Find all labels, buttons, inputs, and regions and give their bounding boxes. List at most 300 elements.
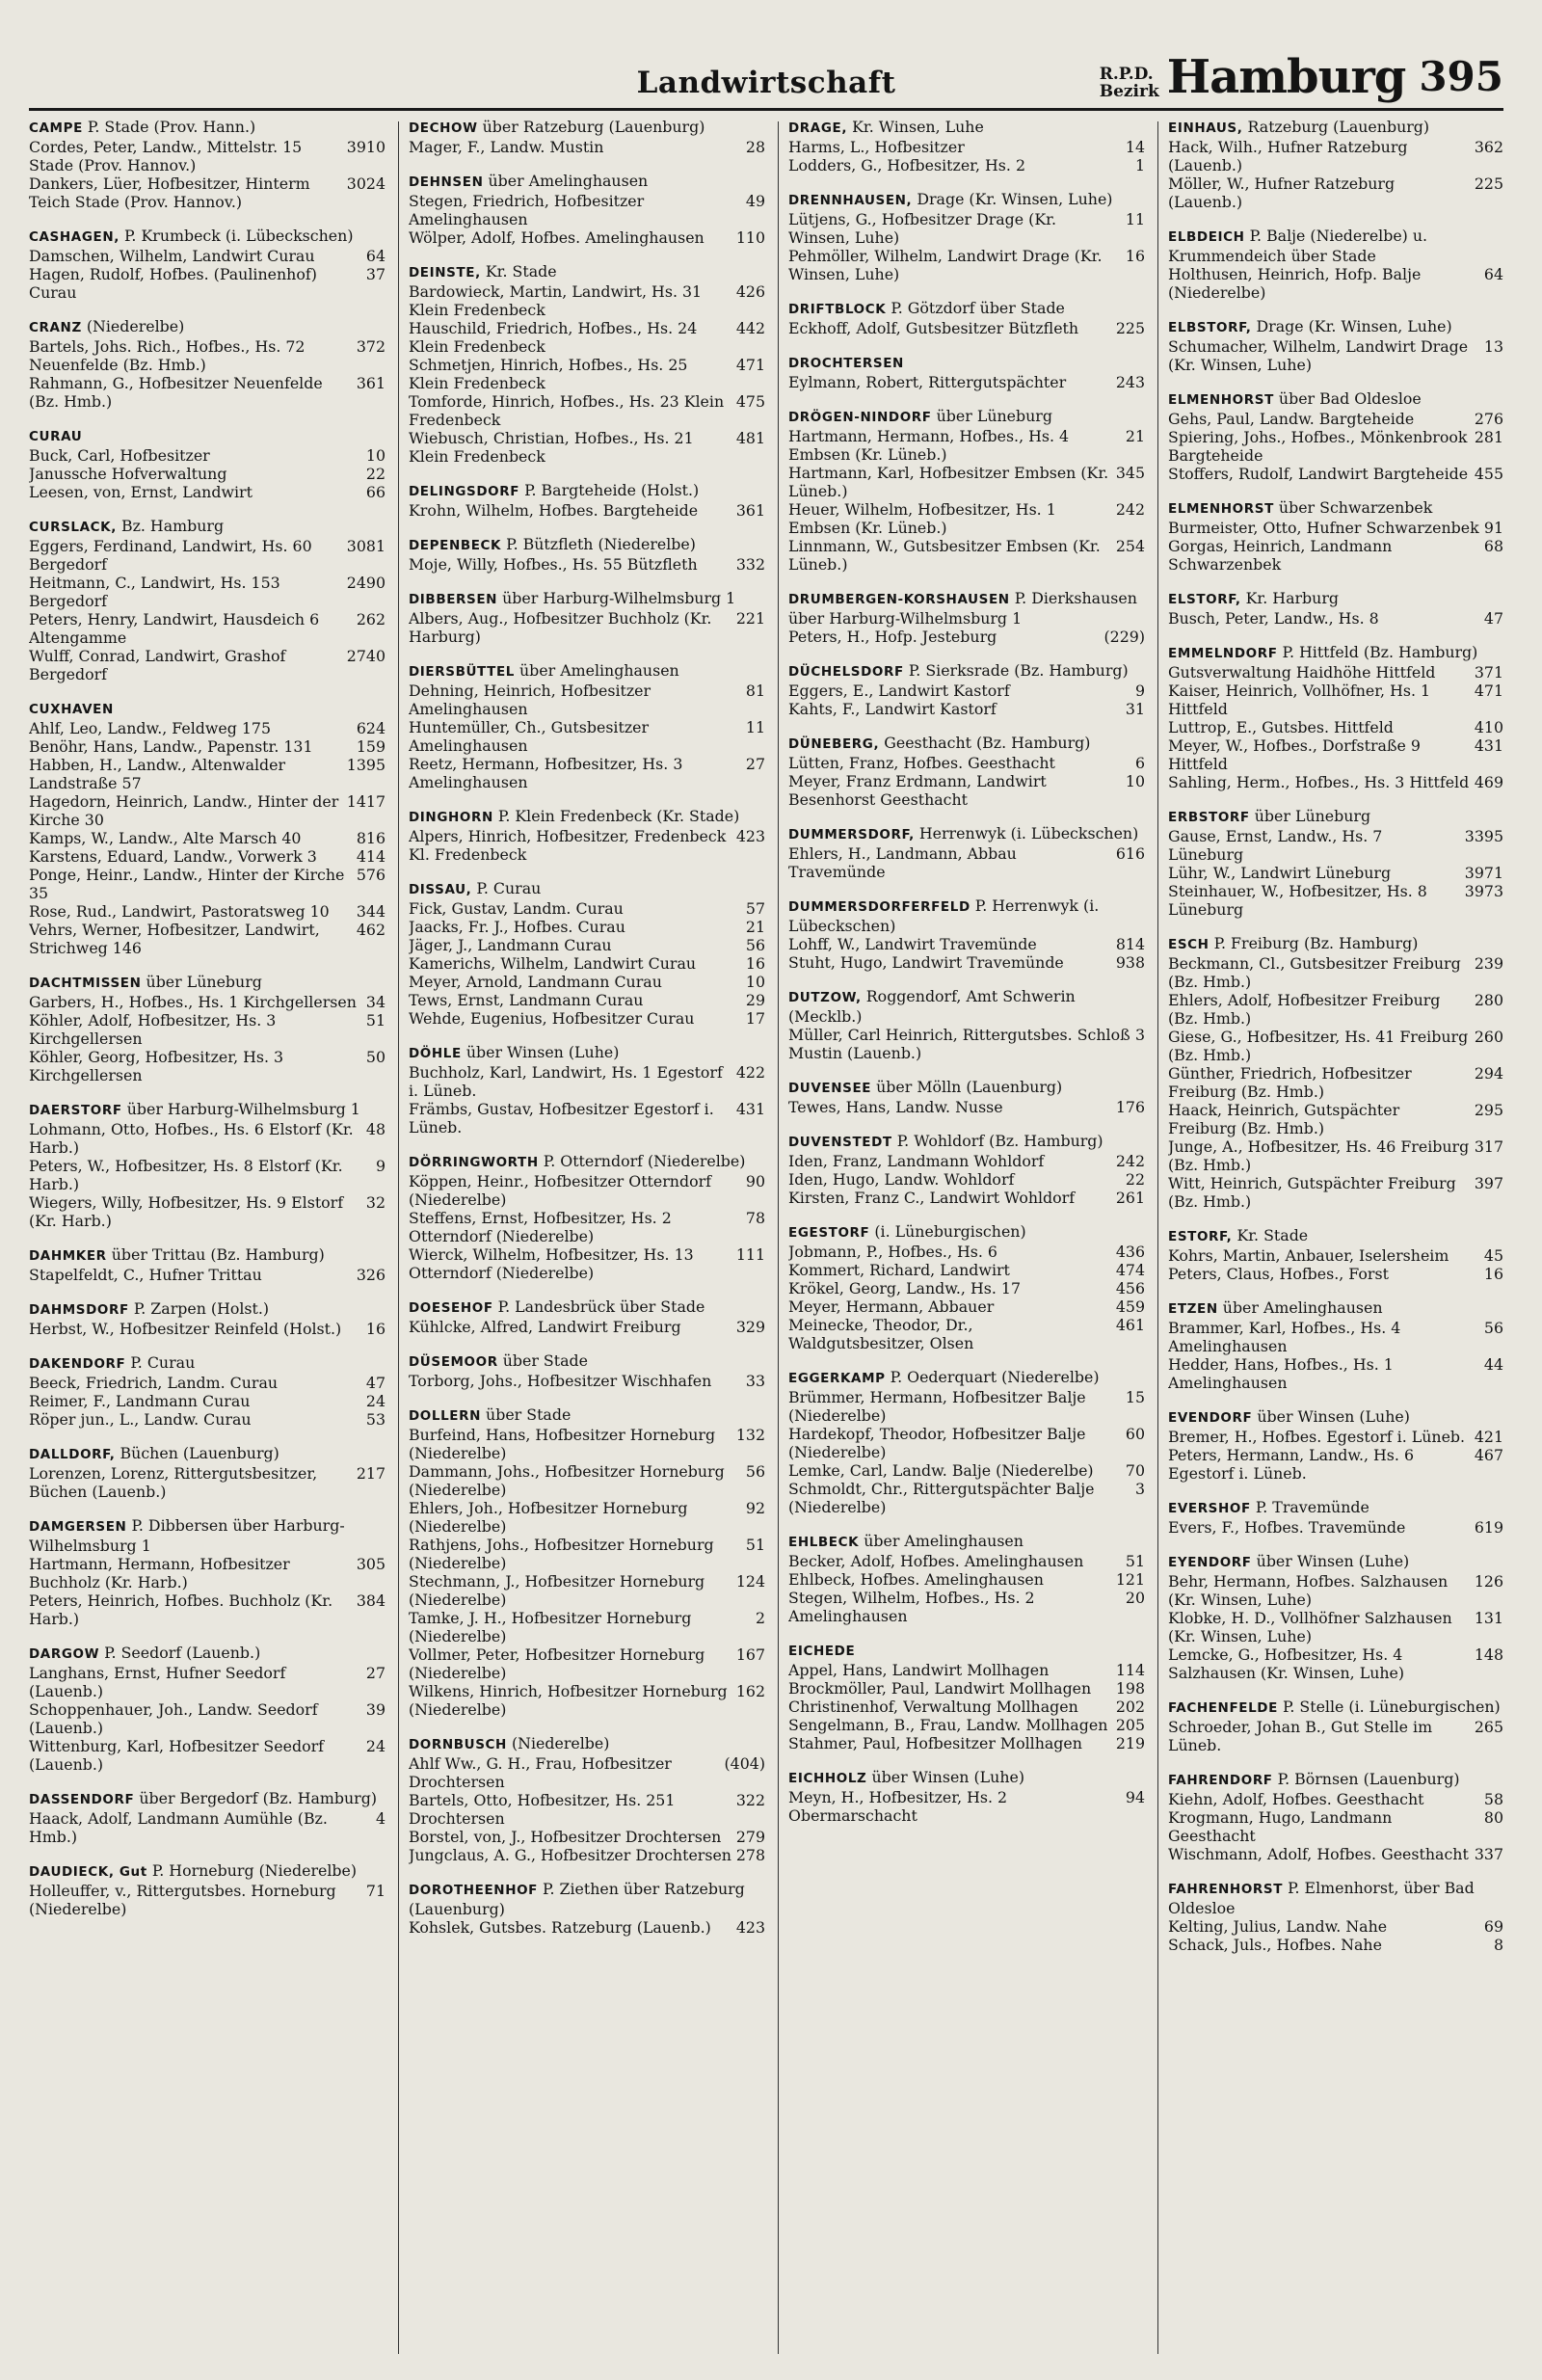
- list-item: [29, 756, 386, 792]
- phone-number: 481: [735, 429, 765, 447]
- phone-number: 176: [1115, 1098, 1145, 1116]
- entry-text: Wiebusch, Christian, Hofbes., Hs. 21 Klein Fredenbeck: [409, 429, 694, 466]
- entry-text: Damschen, Wilhelm, Landwirt Curau: [29, 247, 315, 265]
- list-item: [1168, 682, 1503, 718]
- list-item: [409, 682, 765, 718]
- locality-postal-info: Ratzeburg (Lauenburg): [1242, 118, 1430, 136]
- locality-block: [409, 1880, 765, 1937]
- locality-heading: [409, 807, 765, 827]
- locality-block: [409, 1043, 765, 1137]
- entry-text: Stegen, Wilhelm, Hofbes., Hs. 2 Amelinghausen: [788, 1589, 1035, 1625]
- locality-heading: [788, 1641, 1145, 1661]
- entry-text: Stechmann, J., Hofbesitzer Horneburg (Niederelbe): [409, 1572, 705, 1609]
- locality-name: DAMGERSEN: [29, 1519, 127, 1535]
- locality-postal-info: Drage (Kr. Winsen, Luhe): [1251, 317, 1452, 335]
- list-item: [29, 921, 386, 957]
- entry-text: Lodders, G., Hofbesitzer, Hs. 2: [788, 156, 1026, 174]
- list-item: [788, 427, 1145, 464]
- locality-postal-info: Bz. Hamburg: [116, 517, 225, 535]
- phone-number: 32: [365, 1193, 386, 1212]
- phone-number: 616: [1115, 844, 1145, 863]
- list-item: [1168, 265, 1503, 302]
- phone-number: 78: [745, 1209, 765, 1227]
- entry-text: Lohmann, Otto, Hofbes., Hs. 6 Elstorf (Kr. Harb.): [29, 1120, 354, 1157]
- locality-block: [1168, 317, 1503, 374]
- locality-block: [1168, 389, 1503, 483]
- list-item: [29, 719, 386, 737]
- list-item: [29, 138, 386, 174]
- locality-name: EICHEDE: [788, 1644, 856, 1659]
- list-item: [1168, 1028, 1503, 1064]
- locality-name: DROCHTERSEN: [788, 356, 904, 371]
- entry-text: Eggers, E., Landwirt Kastorf: [788, 682, 1010, 700]
- locality-postal-info: P. Otterndorf (Niederelbe): [538, 1152, 746, 1170]
- entry-text: Kahts, F., Landwirt Kastorf: [788, 700, 997, 718]
- entry-text: Krökel, Georg, Landw., Hs. 17: [788, 1279, 1021, 1297]
- locality-postal-info: P. Zarpen (Holst.): [128, 1299, 270, 1318]
- entry-text: Hartmann, Hermann, Hofbes., Hs. 4 Embsen (Kr. Lüneb.): [788, 427, 1070, 464]
- entry-text: Lühr, W., Landwirt Lüneburg: [1168, 864, 1392, 882]
- locality-postal-info: P. Balje (Niederelbe) u. Krummendeich über Stade: [1168, 227, 1428, 265]
- locality-block: [409, 1152, 765, 1282]
- list-item: [409, 1063, 765, 1100]
- locality-block: [1168, 1770, 1503, 1863]
- phone-number: 20: [1125, 1589, 1145, 1607]
- locality-heading: [1168, 1407, 1503, 1428]
- list-item: [788, 682, 1145, 700]
- locality-heading: [1168, 118, 1503, 138]
- phone-number: 11: [1125, 210, 1145, 228]
- entry-text: Ehlers, H., Landmann, Abbau Travemünde: [788, 844, 1017, 881]
- entry-text: Evers, F., Hofbes. Travemünde: [1168, 1518, 1406, 1537]
- list-item: [409, 1245, 765, 1282]
- locality-heading: [409, 1405, 765, 1426]
- list-item: [29, 446, 386, 465]
- list-item: [1168, 519, 1503, 537]
- list-item: [409, 755, 765, 791]
- list-item: [1168, 174, 1503, 211]
- phone-number: 423: [735, 1918, 765, 1937]
- phone-number: 278: [735, 1846, 765, 1864]
- phone-number: 295: [1474, 1101, 1503, 1119]
- list-item: [409, 609, 765, 646]
- locality-postal-info: P. Elmenhorst, über Bad Oldesloe: [1168, 1879, 1475, 1917]
- phone-number: 467: [1474, 1446, 1503, 1464]
- entry-text: Dehning, Heinrich, Hofbesitzer Amelinghausen: [409, 682, 651, 718]
- locality-name: DRUMBERGEN-KORSHAUSEN: [788, 592, 1010, 607]
- locality-name: DIBBERSEN: [409, 592, 498, 607]
- list-item: [29, 1120, 386, 1157]
- locality-postal-info: über Winsen (Luhe): [1251, 1552, 1410, 1570]
- entry-text: Karstens, Eduard, Landw., Vorwerk 3: [29, 847, 317, 866]
- list-item: [1168, 882, 1503, 919]
- locality-block: [409, 535, 765, 574]
- locality-block: [29, 1245, 386, 1284]
- entry-text: Meyer, Franz Erdmann, Landwirt Besenhorst Geesthacht: [788, 772, 1047, 809]
- list-item: [788, 1461, 1145, 1480]
- entry-text: Stegen, Friedrich, Hofbesitzer Amelinghausen: [409, 192, 645, 228]
- list-item: [788, 319, 1145, 337]
- entry-text: Torborg, Johs., Hofbesitzer Wischhafen: [409, 1372, 712, 1390]
- locality-heading: [29, 1861, 386, 1882]
- entry-text: Peters, Henry, Landwirt, Hausdeich 6 Altengamme: [29, 610, 320, 647]
- entry-text: Albers, Aug., Hofbesitzer Buchholz (Kr. Harburg): [409, 609, 712, 646]
- list-item: [788, 1170, 1145, 1189]
- phone-number: 37: [365, 265, 386, 283]
- locality-name: DEPENBECK: [409, 538, 502, 553]
- entry-text: Jobmann, P., Hofbes., Hs. 6: [788, 1243, 997, 1261]
- phone-number: 71: [365, 1882, 386, 1900]
- phone-number: 938: [1115, 953, 1145, 972]
- list-item: [409, 392, 765, 429]
- locality-heading: [409, 1152, 765, 1172]
- locality-name: ESCH: [1168, 937, 1210, 952]
- list-item: [29, 1555, 386, 1591]
- entry-text: Gutsverwaltung Haidhöhe Hittfeld: [1168, 663, 1436, 682]
- phone-number: 60: [1125, 1425, 1145, 1443]
- phone-number: 14: [1125, 138, 1145, 156]
- entry-text: Köhler, Adolf, Hofbesitzer, Hs. 3 Kirchgellersen: [29, 1011, 277, 1048]
- phone-number: 442: [735, 319, 765, 337]
- entry-text: Tews, Ernst, Landmann Curau: [409, 991, 644, 1009]
- phone-number: 27: [365, 1664, 386, 1682]
- list-item: [29, 1392, 386, 1410]
- entry-text: Fick, Gustav, Landm. Curau: [409, 899, 624, 918]
- phone-number: 57: [745, 899, 765, 918]
- locality-postal-info: über Lüneburg: [1249, 807, 1371, 825]
- locality-heading: [29, 118, 386, 138]
- list-item: [409, 1172, 765, 1209]
- phone-number: 225: [1474, 174, 1503, 193]
- list-item: [1168, 465, 1503, 483]
- locality-block: [409, 1297, 765, 1336]
- locality-block: [1168, 1698, 1503, 1754]
- phone-number: 421: [1474, 1428, 1503, 1446]
- list-item: [409, 228, 765, 247]
- locality-name: EINHAUS,: [1168, 120, 1243, 136]
- locality-postal-info: P. Curau: [125, 1353, 196, 1372]
- list-item: [409, 1318, 765, 1336]
- list-item: [29, 647, 386, 683]
- phone-number: 619: [1474, 1518, 1503, 1537]
- phone-number: 219: [1115, 1734, 1145, 1752]
- locality-postal-info: über Winsen (Luhe): [1252, 1407, 1410, 1426]
- phone-number: 225: [1115, 319, 1145, 337]
- entry-text: Meinecke, Theodor, Dr., Waldgutsbesitzer, Olsen: [788, 1316, 974, 1352]
- list-item: [29, 1737, 386, 1774]
- locality-postal-info: Herrenwyk (i. Lübeckschen): [914, 824, 1139, 842]
- list-item: [1168, 1808, 1503, 1845]
- locality-heading: [409, 1351, 765, 1372]
- entry-text: Tewes, Hans, Landw. Nusse: [788, 1098, 1003, 1116]
- phone-number: 16: [1483, 1265, 1503, 1283]
- entry-text: Ehlers, Joh., Hofbesitzer Horneburg (Niederelbe): [409, 1499, 688, 1536]
- phone-number: 94: [1125, 1788, 1145, 1806]
- locality-heading: [1168, 934, 1503, 954]
- locality-postal-info: über Bergedorf (Bz. Hamburg): [134, 1789, 377, 1807]
- locality-block: [788, 190, 1145, 283]
- locality-name: DAUDIECK, Gut: [29, 1864, 147, 1880]
- entry-text: Peters, H., Hofp. Jesteburg: [788, 628, 997, 646]
- locality-heading: [29, 426, 386, 446]
- list-item: [29, 465, 386, 483]
- entry-text: Lemke, Carl, Landw. Balje (Niederelbe): [788, 1461, 1094, 1480]
- phone-number: (229): [1103, 628, 1145, 646]
- phone-number: 159: [356, 737, 386, 756]
- column-divider: [398, 121, 399, 2354]
- list-item: [29, 1048, 386, 1084]
- locality-name: DÖRRINGWORTH: [409, 1155, 539, 1170]
- phone-number: 397: [1474, 1174, 1503, 1192]
- locality-name: DALLDORF,: [29, 1447, 116, 1462]
- entry-text: Främbs, Gustav, Hofbesitzer Egestorf i. Lüneb.: [409, 1100, 714, 1137]
- phone-number: 44: [1483, 1355, 1503, 1374]
- locality-block: [29, 1444, 386, 1501]
- locality-block: [788, 987, 1145, 1062]
- entry-text: Eckhoff, Adolf, Gutsbesitzer Bützfleth: [788, 319, 1079, 337]
- entry-text: Röper jun., L., Landw. Curau: [29, 1410, 252, 1429]
- entry-text: Peters, Claus, Hofbes., Forst: [1168, 1265, 1389, 1283]
- list-item: [788, 1261, 1145, 1279]
- entry-text: Jäger, J., Landmann Curau: [409, 936, 612, 954]
- list-item: [409, 138, 765, 156]
- list-item: [409, 1009, 765, 1028]
- list-item: [788, 700, 1145, 718]
- locality-name: DAHMSDORF: [29, 1302, 129, 1318]
- phone-number: 243: [1115, 373, 1145, 391]
- running-head: [1099, 50, 1503, 104]
- entry-text: Wehde, Eugenius, Hofbesitzer Curau: [409, 1009, 695, 1028]
- phone-number: 361: [735, 501, 765, 520]
- locality-postal-info: über Lüneburg: [931, 407, 1052, 425]
- phone-number: 816: [356, 829, 386, 847]
- phone-number: 80: [1483, 1808, 1503, 1827]
- list-item: [788, 772, 1145, 809]
- list-item: [29, 265, 386, 302]
- locality-postal-info: über Stade: [497, 1351, 588, 1370]
- locality-postal-info: über Bad Oldesloe: [1273, 389, 1422, 408]
- locality-name: FAHRENDORF: [1168, 1773, 1273, 1788]
- column-2: [409, 118, 765, 2354]
- list-item: [1168, 663, 1503, 682]
- section-title: Landwirtschaft: [636, 66, 896, 100]
- phone-number: 436: [1115, 1243, 1145, 1261]
- entry-text: Witt, Heinrich, Gutspächter Freiburg (Bz. Hmb.): [1168, 1174, 1456, 1211]
- locality-block: [1168, 934, 1503, 1211]
- phone-number: 3973: [1464, 882, 1503, 900]
- locality-block: [409, 807, 765, 864]
- phone-number: 3395: [1464, 827, 1503, 845]
- phone-number: 242: [1115, 1152, 1145, 1170]
- phone-number: 50: [365, 1048, 386, 1066]
- locality-heading: [409, 879, 765, 899]
- phone-number: 431: [735, 1100, 765, 1118]
- entry-text: Brammer, Karl, Hofbes., Hs. 4 Amelinghausen: [1168, 1319, 1401, 1355]
- locality-postal-info: P. Ziethen über Ratzeburg (Lauenburg): [409, 1880, 745, 1918]
- phone-number: 49: [745, 192, 765, 210]
- locality-name: DOROTHEENHOF: [409, 1883, 538, 1898]
- locality-name: DECHOW: [409, 120, 478, 136]
- entry-text: Kühlcke, Alfred, Landwirt Freiburg: [409, 1318, 681, 1336]
- list-item: [788, 1734, 1145, 1752]
- locality-name: CASHAGEN,: [29, 229, 120, 245]
- locality-postal-info: Roggendorf, Amt Schwerin (Mecklb.): [788, 987, 1076, 1026]
- locality-block: [29, 1353, 386, 1429]
- list-item: [29, 610, 386, 647]
- list-item: [788, 1788, 1145, 1825]
- locality-block: [29, 1789, 386, 1846]
- locality-heading: [788, 734, 1145, 754]
- locality-name: ELMENHORST: [1168, 392, 1274, 408]
- phone-number: 81: [745, 682, 765, 700]
- list-item: [788, 1388, 1145, 1425]
- list-item: [1168, 609, 1503, 628]
- entry-text: Hartmann, Karl, Hofbesitzer Embsen (Kr. Lüneb.): [788, 464, 1109, 500]
- phone-number: 3971: [1464, 864, 1503, 882]
- entry-text: Eggers, Ferdinand, Landwirt, Hs. 60 Bergedorf: [29, 537, 312, 574]
- locality-name: DÜCHELSDORF: [788, 664, 904, 680]
- list-item: [788, 500, 1145, 537]
- entry-text: Bremer, H., Hofbes. Egestorf i. Lüneb.: [1168, 1428, 1466, 1446]
- locality-block: [29, 227, 386, 302]
- entry-text: Gause, Ernst, Landw., Hs. 7 Lüneburg: [1168, 827, 1383, 864]
- entry-text: Linnmann, W., Gutsbesitzer Embsen (Kr. Lüneb.): [788, 537, 1101, 574]
- locality-name: DUMMERSDORF,: [788, 827, 915, 842]
- phone-number: 27: [745, 755, 765, 773]
- phone-number: 254: [1115, 537, 1145, 555]
- list-item: [788, 844, 1145, 881]
- entry-text: Stoffers, Rudolf, Landwirt Bargteheide: [1168, 465, 1469, 483]
- entry-text: Hartmann, Hermann, Hofbesitzer Buchholz (Kr. Harb.): [29, 1555, 290, 1591]
- phone-number: 22: [1125, 1170, 1145, 1189]
- list-item: [788, 156, 1145, 174]
- locality-name: FAHRENHORST: [1168, 1882, 1284, 1897]
- entry-text: Kelting, Julius, Landw. Nahe: [1168, 1917, 1388, 1936]
- entry-text: Luttrop, E., Gutsbes. Hittfeld: [1168, 718, 1394, 736]
- locality-postal-info: Kr. Stade: [480, 262, 557, 281]
- list-item: [29, 174, 386, 211]
- entry-text: Peters, W., Hofbesitzer, Hs. 8 Elstorf (Kr. Harb.): [29, 1157, 343, 1193]
- phone-number: 56: [745, 936, 765, 954]
- locality-block: [29, 1516, 386, 1628]
- locality-heading: [29, 1100, 386, 1120]
- entry-text: Cordes, Peter, Landw., Mittelstr. 15 Stade (Prov. Hannov.): [29, 138, 303, 174]
- phone-number: 205: [1115, 1716, 1145, 1734]
- locality-postal-info: P. Götzdorf über Stade: [886, 299, 1065, 317]
- list-item: [1168, 991, 1503, 1028]
- phone-number: 261: [1115, 1189, 1145, 1207]
- locality-postal-info: (i. Lüneburgischen): [869, 1222, 1026, 1241]
- phone-number: 90: [745, 1172, 765, 1190]
- list-item: [1168, 537, 1503, 574]
- entry-text: Rahmann, G., Hofbesitzer Neuenfelde (Bz. Hmb.): [29, 374, 323, 411]
- locality-block: [788, 407, 1145, 574]
- entry-text: Reetz, Hermann, Hofbesitzer, Hs. 3 Amelinghausen: [409, 755, 683, 791]
- entry-text: Haack, Heinrich, Gutspächter Freiburg (Bz. Hmb.): [1168, 1101, 1400, 1137]
- locality-heading: [29, 699, 386, 719]
- phone-number: 337: [1474, 1845, 1503, 1863]
- list-item: [29, 1882, 386, 1918]
- list-item: [29, 993, 386, 1011]
- locality-postal-info: Drage (Kr. Winsen, Luhe): [912, 190, 1113, 208]
- list-item: [409, 1499, 765, 1536]
- list-item: [788, 1152, 1145, 1170]
- phone-number: 21: [1125, 427, 1145, 445]
- entry-text: Holthusen, Heinrich, Hofp. Balje (Niederelbe): [1168, 265, 1422, 302]
- entry-text: Iden, Franz, Landmann Wohldorf: [788, 1152, 1045, 1170]
- list-item: [409, 282, 765, 319]
- locality-postal-info: über Winsen (Luhe): [461, 1043, 620, 1061]
- phone-number: 17: [745, 1009, 765, 1028]
- list-item: [1168, 1428, 1503, 1446]
- list-item: [788, 1297, 1145, 1316]
- locality-postal-info: P. Bützfleth (Niederelbe): [501, 535, 696, 553]
- entry-text: Rose, Rud., Landwirt, Pastoratsweg 10: [29, 902, 330, 921]
- entry-text: Wulff, Conrad, Landwirt, Grashof Bergedorf: [29, 647, 286, 683]
- locality-heading: [1168, 589, 1503, 609]
- phone-number: 242: [1115, 500, 1145, 519]
- header-rule: [29, 108, 1503, 111]
- list-item: [29, 1464, 386, 1501]
- phone-number: 16: [365, 1320, 386, 1338]
- list-item: [409, 918, 765, 936]
- list-item: [409, 1609, 765, 1645]
- phone-number: 2490: [346, 574, 386, 592]
- locality-heading: [1168, 1770, 1503, 1790]
- phone-number: 9: [375, 1157, 386, 1175]
- locality-block: [1168, 1879, 1503, 1954]
- locality-postal-info: über Amelinghausen: [483, 172, 649, 190]
- locality-block: [788, 661, 1145, 718]
- phone-number: 3910: [346, 138, 386, 156]
- list-item: [1168, 1265, 1503, 1283]
- locality-name: DEINSTE,: [409, 265, 481, 281]
- locality-block: [409, 172, 765, 247]
- phone-number: 91: [1483, 519, 1503, 537]
- phone-number: 10: [745, 973, 765, 991]
- phone-number: 384: [356, 1591, 386, 1610]
- phone-number: 64: [1483, 265, 1503, 283]
- phone-number: 361: [356, 374, 386, 392]
- phone-number: 10: [1125, 772, 1145, 790]
- entry-text: Kohrs, Martin, Anbauer, Iselersheim: [1168, 1246, 1449, 1265]
- locality-postal-info: Kr. Stade: [1232, 1226, 1309, 1244]
- locality-postal-info: P. Seedorf (Lauenb.): [99, 1644, 261, 1662]
- city-name: Hamburg: [1166, 50, 1406, 104]
- locality-heading: [409, 118, 765, 138]
- entry-text: Ehlbeck, Hofbes. Amelinghausen: [788, 1570, 1044, 1589]
- locality-postal-info: Kr. Harburg: [1240, 589, 1339, 607]
- list-item: [788, 1679, 1145, 1698]
- entry-text: Ahlf, Leo, Landw., Feldweg 175: [29, 719, 272, 737]
- phone-number: 217: [356, 1464, 386, 1483]
- column-divider: [1157, 121, 1158, 2354]
- locality-heading: [409, 1880, 765, 1918]
- phone-number: 410: [1474, 718, 1503, 736]
- locality-heading: [409, 1297, 765, 1318]
- list-item: [1168, 1936, 1503, 1954]
- phone-number: 66: [365, 483, 386, 501]
- locality-heading: [788, 1132, 1145, 1152]
- entry-text: Meyer, Arnold, Landmann Curau: [409, 973, 662, 991]
- phone-number: 51: [1125, 1552, 1145, 1570]
- list-item: [29, 1700, 386, 1737]
- locality-name: EVERSHOF: [1168, 1501, 1251, 1516]
- entry-text: Reimer, F., Landmann Curau: [29, 1392, 251, 1410]
- locality-name: ESTORF,: [1168, 1229, 1233, 1244]
- entry-text: Köhler, Georg, Hofbesitzer, Hs. 3 Kirchgellersen: [29, 1048, 284, 1084]
- locality-block: [409, 118, 765, 156]
